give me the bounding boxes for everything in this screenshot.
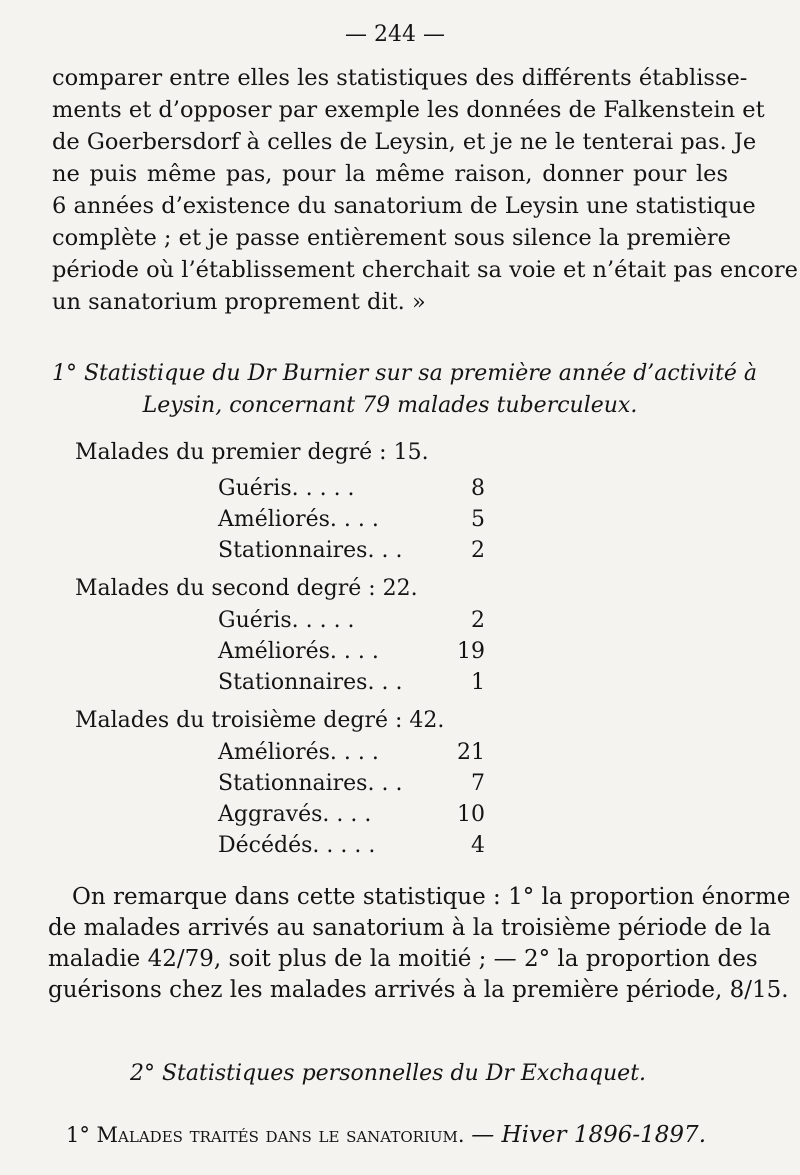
stat-value: 4: [471, 833, 485, 858]
page-number: — 244 —: [345, 22, 445, 47]
stat-value: 1: [471, 670, 485, 695]
stat-label: Améliorés. . . .: [218, 507, 379, 532]
section-3-suffix: — Hiver 1896-1897.: [471, 1122, 707, 1148]
text-line: On remarque dans cette statistique : 1° la proportion énorme: [72, 884, 791, 910]
stat-label: Stationnaires. . .: [218, 538, 403, 563]
text-line: complète ; et je passe entièrement sous silence la première: [52, 225, 731, 251]
group-title: Malades du troisième degré : 42.: [75, 708, 445, 733]
text-line: ne puis même pas, pour la même raison, donner pour les: [52, 161, 728, 187]
stat-label: Décédés. . . . .: [218, 833, 376, 858]
stat-value: 21: [457, 740, 485, 765]
stat-label: Aggravés. . . .: [218, 802, 372, 827]
section-3-heading: [66, 1122, 706, 1148]
stat-label: Stationnaires. . .: [218, 670, 403, 695]
heading-line: Leysin, concernant 79 malades tuberculeux.: [142, 393, 638, 418]
text-line: maladie 42/79, soit plus de la moitié ; — 2° la proportion des: [48, 946, 758, 972]
stat-value: 10: [457, 802, 485, 827]
section-1-heading: [52, 358, 758, 422]
stat-label: Stationnaires. . .: [218, 771, 403, 796]
stat-label: Améliorés. . . .: [218, 740, 379, 765]
text-line: 6 années d’existence du sanatorium de Leysin une statistique: [52, 193, 756, 219]
group-title: Malades du second degré : 22.: [75, 576, 418, 601]
section-3-prefix: 1° Malades traités dans le sanatorium.: [66, 1123, 465, 1147]
stat-value: 19: [457, 639, 485, 664]
text-line: un sanatorium proprement dit. »: [52, 289, 426, 315]
remark-paragraph: [48, 882, 791, 1006]
section-2-heading: [48, 1058, 728, 1090]
text-line: guérisons chez les malades arrivés à la première période, 8/15.: [48, 977, 789, 1003]
stat-value: 8: [471, 476, 485, 501]
group-title: Malades du premier degré : 15.: [75, 440, 429, 465]
text-line: comparer entre elles les statistiques des différents établisse-: [52, 65, 748, 91]
intro-paragraph: [52, 62, 798, 318]
text-line: ments et d’opposer par exemple les données de Falkenstein et: [52, 97, 765, 123]
stat-value: 2: [471, 608, 485, 633]
heading-line: 2° Statistiques personnelles du Dr Exchaquet.: [129, 1061, 647, 1086]
stat-label: Guéris. . . . .: [218, 608, 355, 633]
stat-value: 5: [471, 507, 485, 532]
stat-label: Améliorés. . . .: [218, 639, 379, 664]
stat-value: 2: [471, 538, 485, 563]
stat-label: Guéris. . . . .: [218, 476, 355, 501]
text-line: de malades arrivés au sanatorium à la troisième période de la: [48, 915, 771, 941]
heading-line: 1° Statistique du Dr Burnier sur sa première année d’activité à: [52, 361, 758, 386]
stat-value: 7: [471, 771, 485, 796]
text-line: de Goerbersdorf à celles de Leysin, et je ne le tenterai pas. Je: [52, 129, 757, 155]
text-line: période où l’établissement cherchait sa voie et n’était pas encore: [52, 257, 798, 283]
